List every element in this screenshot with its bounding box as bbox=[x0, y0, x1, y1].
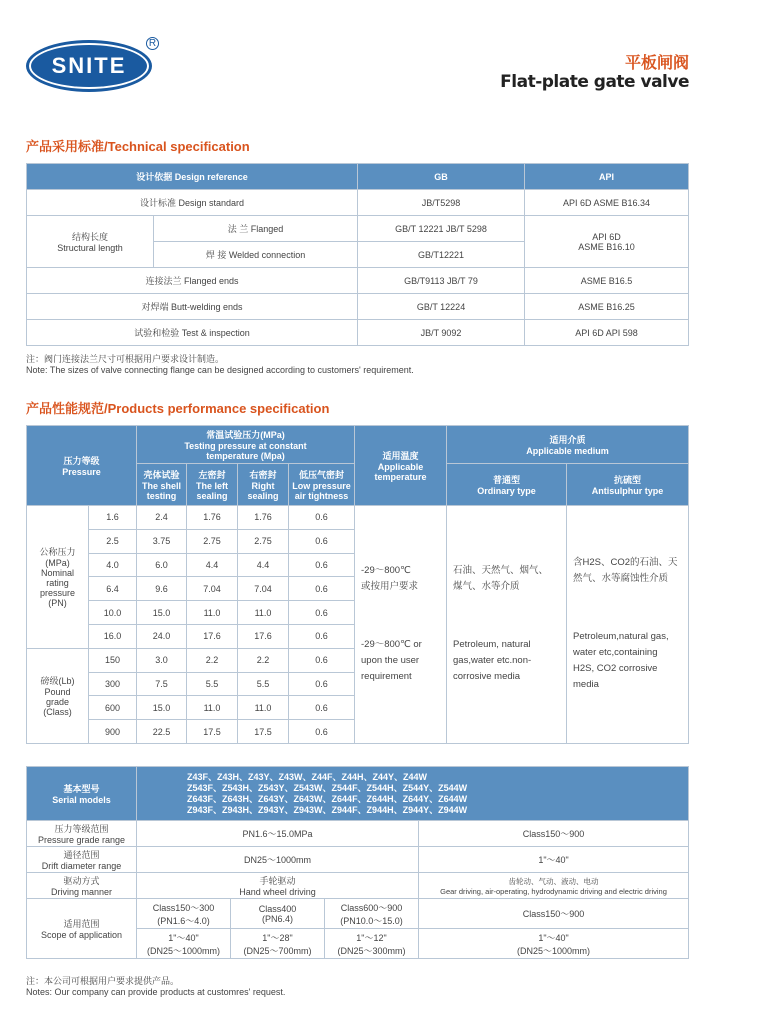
shell-value: 15.0 bbox=[137, 696, 187, 720]
scope-cell: 1"～40" (DN25～1000mm) bbox=[137, 929, 231, 959]
pn-value: 6.4 bbox=[89, 577, 137, 601]
right-value: 2.75 bbox=[238, 529, 289, 553]
head-shell-testing: 壳体试验 The shell testing bbox=[137, 464, 187, 506]
butt-welding-gb: GB/T 12224 bbox=[358, 294, 525, 320]
pressure-range-class: Class150～900 bbox=[419, 821, 689, 847]
shell-value: 22.5 bbox=[137, 720, 187, 744]
low-value: 0.6 bbox=[289, 577, 355, 601]
head-design-reference: 设计依据 Design reference bbox=[27, 164, 358, 190]
scope-cell: Class150～300 (PN1.6～4.0) bbox=[137, 899, 231, 929]
ordinary-medium-cell bbox=[447, 506, 567, 744]
flanged-ends-api: ASME B16.5 bbox=[525, 268, 689, 294]
class-value: 300 bbox=[89, 672, 137, 696]
test-gb: JB/T 9092 bbox=[358, 320, 525, 346]
shell-value: 3.0 bbox=[137, 648, 187, 672]
left-value: 7.04 bbox=[187, 577, 238, 601]
left-value: 1.76 bbox=[187, 506, 238, 530]
antisulphur-medium-cell bbox=[567, 506, 689, 744]
scope-cell: Class150～900 bbox=[419, 899, 689, 929]
head-left-sealing: 左密封 The left sealing bbox=[187, 464, 238, 506]
flanged-ends-label: 连接法兰 Flanged ends bbox=[27, 268, 358, 294]
registered-mark: R bbox=[146, 37, 159, 50]
right-value: 2.2 bbox=[238, 648, 289, 672]
low-value: 0.6 bbox=[289, 672, 355, 696]
head-medium: 适用介质 Applicable medium bbox=[447, 426, 689, 464]
left-value: 5.5 bbox=[187, 672, 238, 696]
head-ordinary-type: 普通型 Ordinary type bbox=[447, 464, 567, 506]
pn-value: 10.0 bbox=[89, 601, 137, 625]
scope-cell: Class400 (PN6.4) bbox=[231, 899, 325, 929]
flanged-ends-gb: GB/T9113 JB/T 79 bbox=[358, 268, 525, 294]
table-row bbox=[27, 216, 689, 242]
driving-manner-pn: 手轮驱动 Hand wheel driving bbox=[137, 873, 419, 899]
butt-welding-label: 对焊端 Butt-welding ends bbox=[27, 294, 358, 320]
table-row bbox=[27, 899, 689, 929]
shell-value: 3.75 bbox=[137, 529, 187, 553]
serial-models-label: 基本型号 Serial models bbox=[27, 767, 137, 821]
performance-table bbox=[26, 425, 689, 744]
right-value: 11.0 bbox=[238, 696, 289, 720]
pn-value: 4.0 bbox=[89, 553, 137, 577]
right-value: 5.5 bbox=[238, 672, 289, 696]
serial-models-list: Z43F、Z43H、Z43Y、Z43W、Z44F、Z44H、Z44Y、Z44W Z543F、Z543H、Z543Y、Z543W、Z544F、Z544H、Z544Y、Z544W Z643F、Z643H、Z643Y、Z643W、Z644F、Z644H、Z644Y、Z644W Z943F、Z943H、Z943Y、Z943W、Z944F、Z944H、Z944Y、Z944W bbox=[137, 767, 689, 821]
drift-diameter-label: 通径范围 Drift diameter range bbox=[27, 847, 137, 873]
class-value: 600 bbox=[89, 696, 137, 720]
table-row bbox=[27, 320, 689, 346]
head-temperature: 适用温度 Applicable temperature bbox=[355, 426, 447, 506]
low-value: 0.6 bbox=[289, 529, 355, 553]
left-value: 17.6 bbox=[187, 624, 238, 648]
left-value: 4.4 bbox=[187, 553, 238, 577]
table-row bbox=[27, 294, 689, 320]
tech-section-title: 产品采用标准/Technical specification bbox=[26, 139, 250, 154]
head-right-sealing: 右密封 Right sealing bbox=[238, 464, 289, 506]
right-value: 17.6 bbox=[238, 624, 289, 648]
table-row bbox=[27, 821, 689, 847]
pn-label: 公称压力 (MPa) Nominal rating pressure (PN) bbox=[27, 506, 89, 649]
page-title-cn: 平板闸阀 bbox=[624, 55, 689, 72]
flanged-gb: GB/T 12221 JB/T 5298 bbox=[358, 216, 525, 242]
tech-note-cn: 注：阀门连接法兰尺寸可根据用户要求设计制造。 bbox=[26, 354, 225, 364]
head-test-pressure: 常温试验压力(MPa) Testing pressure at constant temperature (Mpa) bbox=[137, 426, 355, 464]
head-gb: GB bbox=[358, 164, 525, 190]
shell-value: 15.0 bbox=[137, 601, 187, 625]
models-table bbox=[26, 766, 689, 959]
low-value: 0.6 bbox=[289, 624, 355, 648]
scope-cell: 1"～28" (DN25～700mm) bbox=[231, 929, 325, 959]
perf-section-title: 产品性能规范/Products performance specification bbox=[26, 401, 330, 416]
head-low-pressure: 低压气密封 Low pressure air tightness bbox=[289, 464, 355, 506]
structural-length-label: 结构长度 Structural length bbox=[27, 216, 154, 268]
logo-text: SNITE bbox=[31, 45, 147, 87]
snite-logo bbox=[26, 40, 152, 92]
welded-gb: GB/T12221 bbox=[358, 242, 525, 268]
butt-welding-api: ASME B16.25 bbox=[525, 294, 689, 320]
class-label: 磅级(Lb) Pound grade (Class) bbox=[27, 648, 89, 743]
test-label: 试验和检验 Test & inspection bbox=[27, 320, 358, 346]
tech-note-en: Note: The sizes of valve connecting flange can be designed according to customers' requirement. bbox=[26, 365, 414, 375]
pressure-range-pn: PN1.6～15.0MPa bbox=[137, 821, 419, 847]
shell-value: 9.6 bbox=[137, 577, 187, 601]
low-value: 0.6 bbox=[289, 601, 355, 625]
ordinary-medium-cn: 石油、天然气、烟气、 煤气、水等介质 bbox=[453, 565, 549, 593]
low-value: 0.6 bbox=[289, 553, 355, 577]
table-row bbox=[27, 847, 689, 873]
drift-diameter-pn: DN25～1000mm bbox=[137, 847, 419, 873]
shell-value: 7.5 bbox=[137, 672, 187, 696]
scope-cell: Class600～900 (PN10.0～15.0) bbox=[325, 899, 419, 929]
ordinary-medium-en: Petroleum, natural gas,water etc.non- corrosive media bbox=[453, 639, 532, 683]
shell-value: 6.0 bbox=[137, 553, 187, 577]
low-value: 0.6 bbox=[289, 506, 355, 530]
pressure-range-label: 压力等级范围 Pressure grade range bbox=[27, 821, 137, 847]
models-note-cn: 注：本公司可根据用户要求提供产品。 bbox=[26, 976, 180, 986]
design-standard-api: API 6D ASME B16.34 bbox=[525, 190, 689, 216]
right-value: 4.4 bbox=[238, 553, 289, 577]
class-value: 150 bbox=[89, 648, 137, 672]
table-row bbox=[27, 190, 689, 216]
table-row bbox=[27, 268, 689, 294]
left-value: 17.5 bbox=[187, 720, 238, 744]
models-note-en: Notes: Our company can provide products at customres' request. bbox=[26, 987, 286, 997]
head-antisulphur-type: 抗硫型 Antisulphur type bbox=[567, 464, 689, 506]
low-value: 0.6 bbox=[289, 720, 355, 744]
right-value: 1.76 bbox=[238, 506, 289, 530]
antisulphur-medium-en: Petroleum,natural gas, water etc,containing H2S, CO2 corrosive media bbox=[573, 631, 669, 691]
low-value: 0.6 bbox=[289, 696, 355, 720]
left-value: 2.2 bbox=[187, 648, 238, 672]
welded-label: 焊 接 Welded connection bbox=[154, 242, 358, 268]
table-row bbox=[27, 873, 689, 899]
pn-value: 2.5 bbox=[89, 529, 137, 553]
design-standard-label: 设计标准 Design standard bbox=[27, 190, 358, 216]
design-standard-gb: JB/T5298 bbox=[358, 190, 525, 216]
low-value: 0.6 bbox=[289, 648, 355, 672]
table-row bbox=[27, 506, 689, 530]
scope-cell: 1"～12" (DN25～300mm) bbox=[325, 929, 419, 959]
right-value: 11.0 bbox=[238, 601, 289, 625]
right-value: 17.5 bbox=[238, 720, 289, 744]
shell-value: 2.4 bbox=[137, 506, 187, 530]
temperature-cell bbox=[355, 506, 447, 744]
head-api: API bbox=[525, 164, 689, 190]
pn-value: 1.6 bbox=[89, 506, 137, 530]
scope-cell: 1"～40" (DN25～1000mm) bbox=[419, 929, 689, 959]
head-pressure-grade: 压力等级 Pressure bbox=[27, 426, 137, 506]
shell-value: 24.0 bbox=[137, 624, 187, 648]
temperature-en: -29～800℃ or upon the user requirement bbox=[361, 639, 422, 683]
structural-length-api: API 6D ASME B16.10 bbox=[525, 216, 689, 268]
pn-value: 16.0 bbox=[89, 624, 137, 648]
right-value: 7.04 bbox=[238, 577, 289, 601]
temperature-cn: -29～800℃ 或按用户要求 bbox=[361, 565, 419, 593]
driving-manner-class: 齿轮动、气动、液动、电动 Gear driving, air-operating, hydrodynamic driving and electric driving bbox=[419, 873, 689, 899]
test-api: API 6D API 598 bbox=[525, 320, 689, 346]
drift-diameter-class: 1"～40" bbox=[419, 847, 689, 873]
antisulphur-medium-cn: 含H2S、CO2的石油、天 然气、水等腐蚀性介质 bbox=[573, 557, 678, 585]
left-value: 2.75 bbox=[187, 529, 238, 553]
driving-manner-label: 驱动方式 Driving manner bbox=[27, 873, 137, 899]
left-value: 11.0 bbox=[187, 696, 238, 720]
left-value: 11.0 bbox=[187, 601, 238, 625]
tech-spec-table bbox=[26, 163, 689, 346]
scope-label: 适用范围 Scope of application bbox=[27, 899, 137, 959]
flanged-label: 法 兰 Flanged bbox=[154, 216, 358, 242]
page-title-en: Flat-plate gate valve bbox=[500, 72, 689, 92]
class-value: 900 bbox=[89, 720, 137, 744]
